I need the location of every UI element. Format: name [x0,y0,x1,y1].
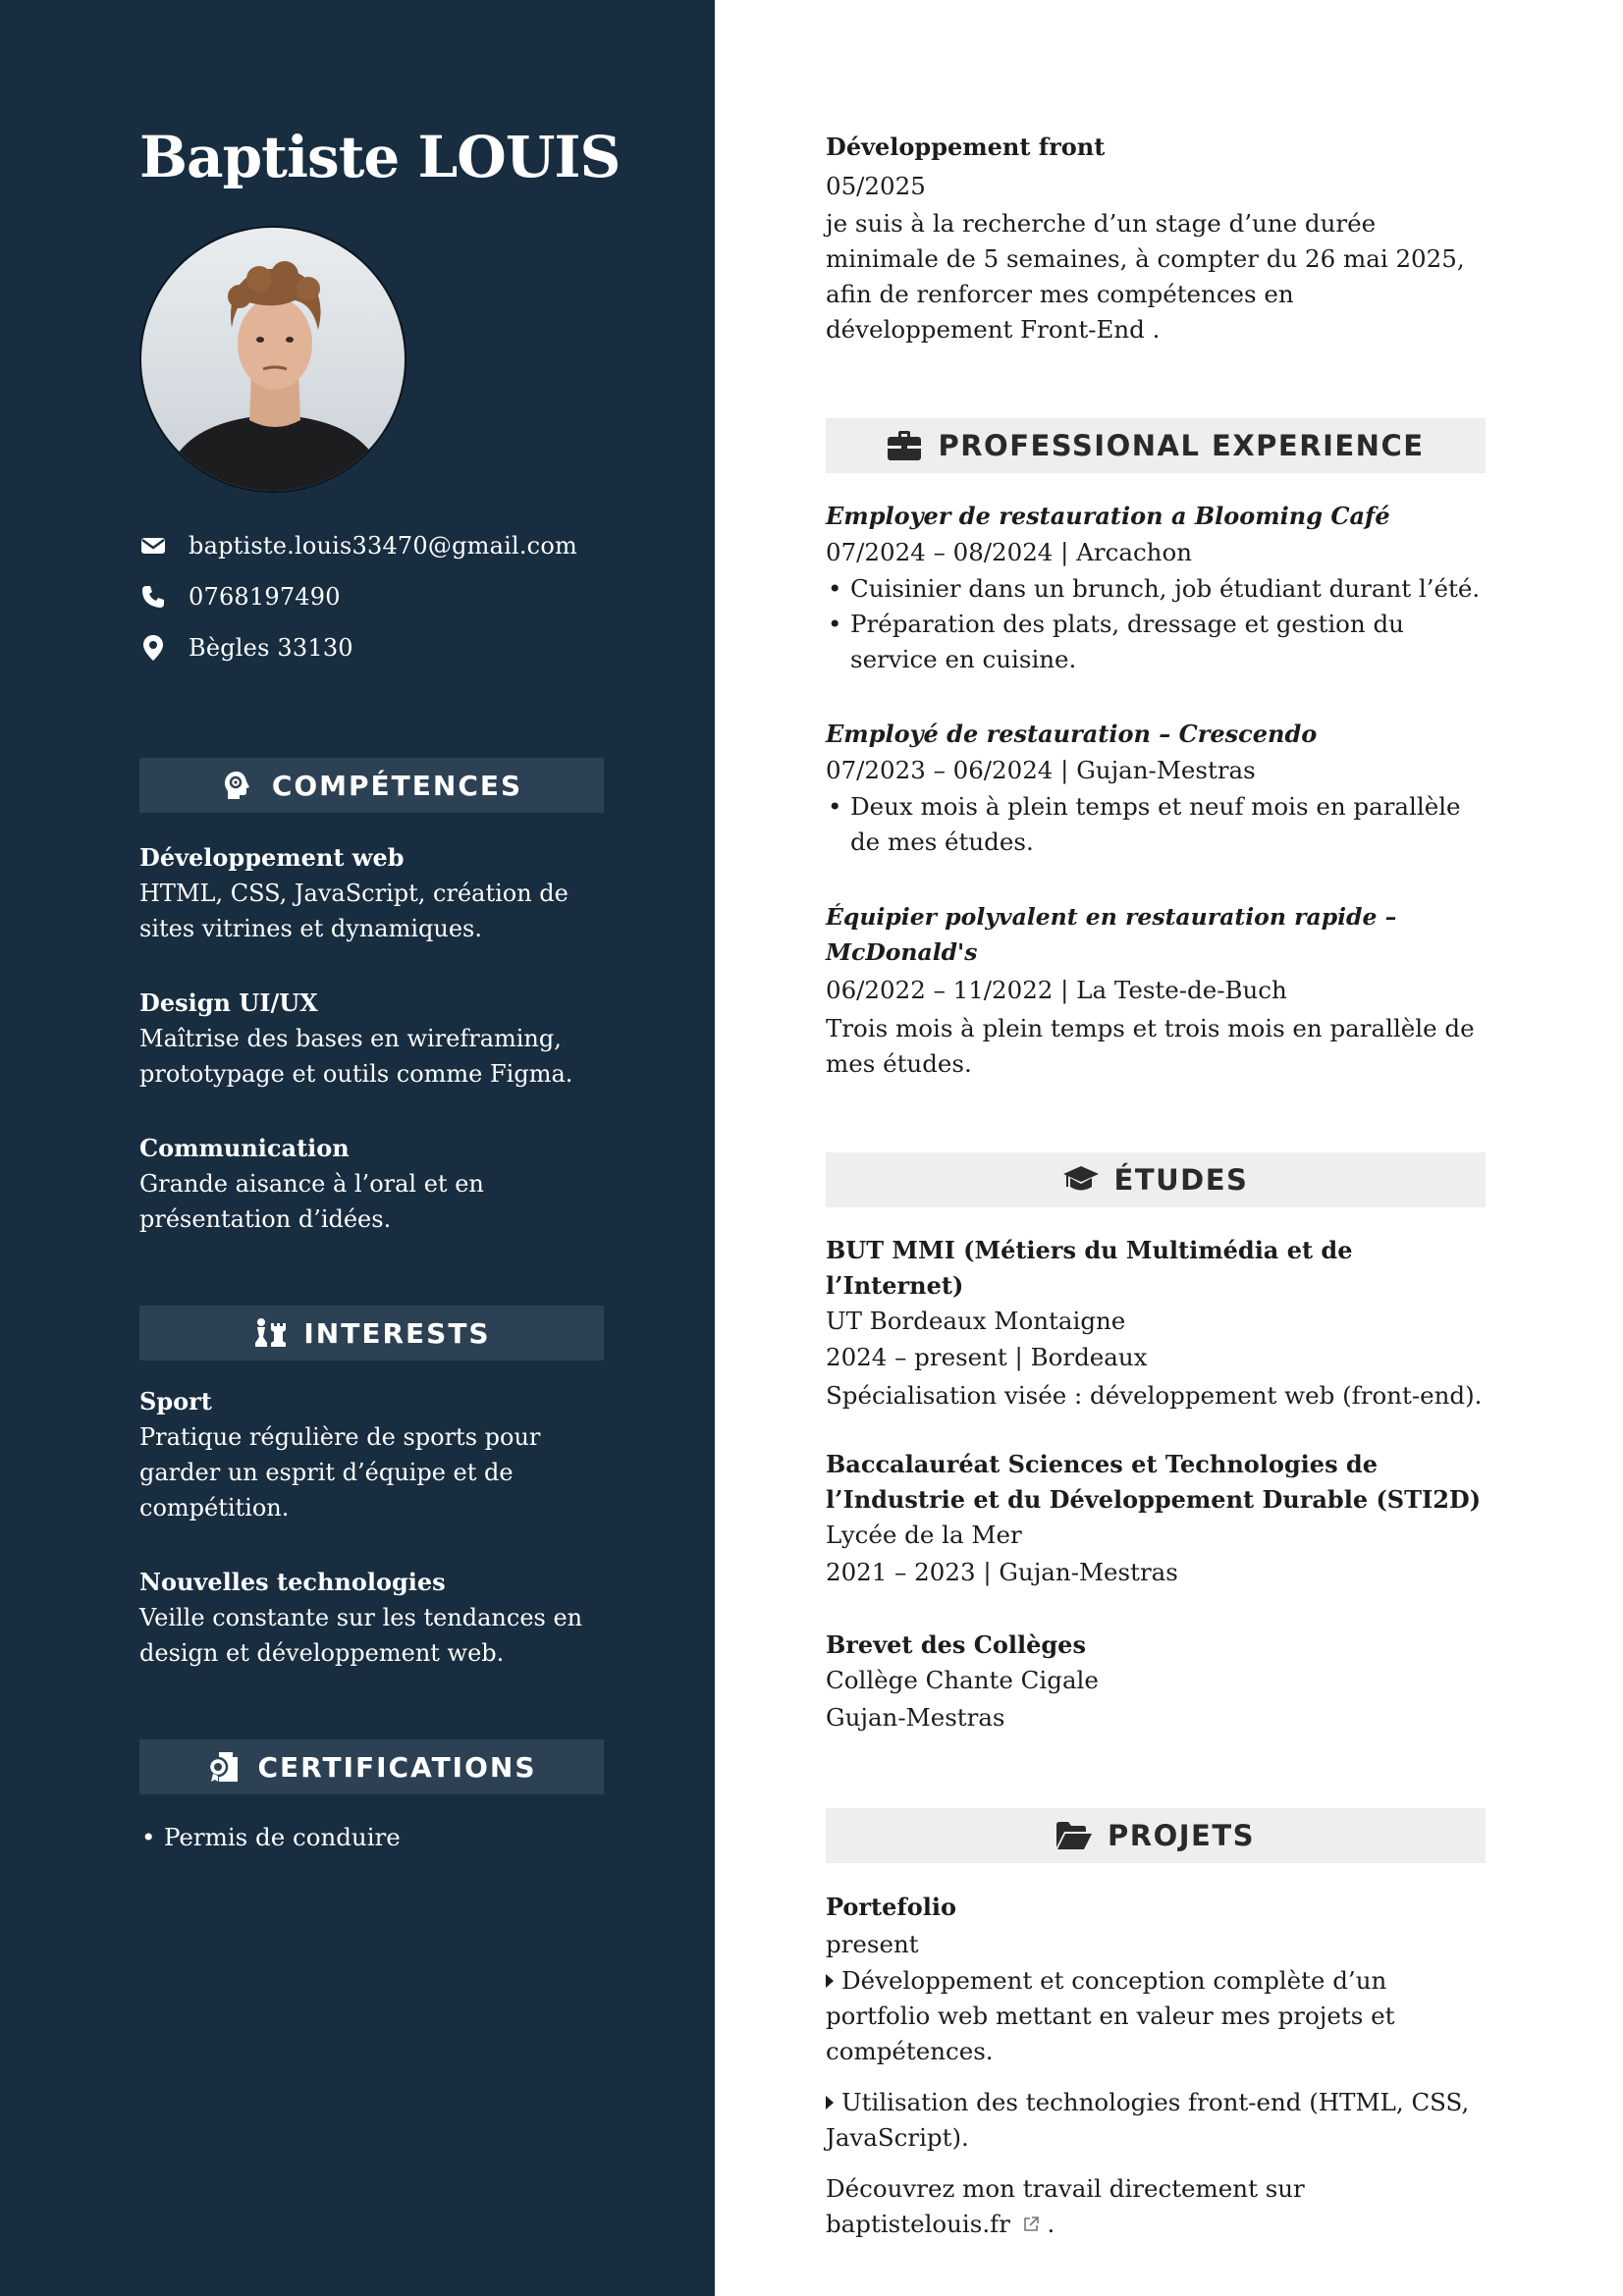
interest-title: Nouvelles technologies [139,1568,446,1596]
job-title: Équipier polyvalent en restauration rapide – McDonald's [826,903,1397,966]
caret-right-icon [826,1974,834,1988]
briefcase-icon [887,428,922,463]
objective-title: Développement front [826,133,1106,161]
interest-title: Sport [139,1387,212,1415]
job-entry [826,899,1486,1082]
interest-desc: Pratique régulière de sports pour garder un esprit d’équipe et de compétition. [139,1423,541,1522]
project-point [826,2085,1486,2156]
certifications-heading [139,1739,604,1794]
location-text: Bègles 33130 [189,634,353,662]
sidebar [0,0,715,2296]
experience-heading [826,418,1486,473]
contact-phone[interactable] [139,571,715,622]
school-name: Collège Chante Cigale [826,1666,1099,1694]
job-entry [826,499,1486,677]
main-content [826,128,1486,2242]
job-meta: 07/2023 – 06/2024 | Gujan-Mestras [826,756,1256,784]
projects-heading [826,1808,1486,1863]
education-heading-label: ÉTUDES [1113,1163,1249,1197]
experience-heading-label: PROFESSIONAL EXPERIENCE [938,429,1425,462]
objective-date: 05/2025 [826,172,926,200]
certification-item: • Permis de conduire [139,1820,715,1855]
projects-section [826,1808,1486,2242]
education-meta: Gujan-Mestras [826,1703,1005,1732]
job-bullets [826,571,1486,677]
project-title: Portefolio [826,1893,956,1921]
interest-item [139,1565,604,1671]
profile-photo [139,226,406,493]
skill-title: Communication [139,1134,350,1162]
job-title: Employer de restauration a Blooming Café [826,502,1390,530]
project-point [826,1963,1486,2069]
job-bullet: • Deux mois à plein temps et neuf mois en parallèle de mes études. [826,789,1486,860]
education-entry [826,1447,1486,1592]
objective-section [826,128,1486,347]
interest-item [139,1384,604,1525]
skill-desc: Maîtrise des bases en wireframing, prototypage et outils comme Figma. [139,1025,573,1088]
skill-desc: Grande aisance à l’oral et en présentation d’idées. [139,1170,484,1233]
objective-text: je suis à la recherche d’un stage d’une durée minimale de 5 semaines, à compter du 26 mai 2025, afin de renforcer mes compétences en développement Front-End . [826,209,1465,344]
graduation-cap-icon [1063,1162,1099,1198]
location-pin-icon [139,634,167,662]
project-cta [826,2171,1486,2242]
project-entry [826,1889,1486,2242]
degree-title: BUT MMI (Métiers du Multimédia et de l’Internet) [826,1236,1353,1300]
skills-heading [139,758,604,813]
interest-desc: Veille constante sur les tendances en design et développement web. [139,1604,583,1667]
skill-item [139,840,604,946]
school-name: Lycée de la Mer [826,1521,1022,1549]
job-bullet: • Préparation des plats, dressage et gestion du service en cuisine. [826,607,1486,677]
skill-title: Design UI/UX [139,988,318,1017]
education-note: Spécialisation visée : développement web (front-end). [826,1381,1483,1410]
skills-heading-label: COMPÉTENCES [271,769,523,802]
external-link-icon[interactable] [1022,2208,1040,2225]
project-cta-text: Découvrez mon travail directement sur [826,2174,1305,2203]
caret-right-icon [826,2096,834,2109]
project-status: present [826,1930,919,1958]
contact-list [139,520,715,673]
link-suffix: . [1047,2210,1055,2238]
skill-item [139,986,604,1092]
certifications-heading-label: CERTIFICATIONS [257,1750,537,1784]
education-meta: 2021 – 2023 | Gujan-Mestras [826,1558,1178,1586]
job-bullet: • Cuisinier dans un brunch, job étudiant durant l’été. [826,571,1486,607]
job-bullets [826,789,1486,860]
job-description: Trois mois à plein temps et trois mois en parallèle de mes études. [826,1014,1475,1078]
brain-head-icon [221,769,254,802]
folder-open-icon [1056,1818,1092,1853]
job-entry [826,717,1486,860]
education-heading [826,1152,1486,1207]
certificate-icon [206,1750,240,1784]
contact-location [139,622,715,673]
degree-title: Brevet des Collèges [826,1630,1086,1659]
experience-section [826,418,1486,1082]
candidate-name: Baptiste LOUIS [139,124,621,190]
degree-title: Baccalauréat Sciences et Technologies de l’Industrie et du Développement Durable (STI2D) [826,1450,1482,1514]
education-section [826,1152,1486,1737]
project-point-text: Utilisation des technologies front-end (HTML, CSS, JavaScript). [826,2088,1470,2152]
projects-heading-label: PROJETS [1107,1819,1255,1852]
interests-heading-label: INTERESTS [303,1316,491,1350]
education-meta: 2024 – present | Bordeaux [826,1343,1148,1371]
envelope-icon [139,532,167,560]
skill-desc: HTML, CSS, JavaScript, création de sites vitrines et dynamiques. [139,880,568,942]
phone-text: 0768197490 [189,583,341,611]
email-text: baptiste.louis33470@gmail.com [189,532,577,560]
job-meta: 07/2024 – 08/2024 | Arcachon [826,538,1192,566]
school-name: UT Bordeaux Montaigne [826,1307,1126,1335]
contact-email[interactable] [139,520,715,571]
skill-item [139,1131,604,1237]
project-point-text: Développement et conception complète d’un portfolio web mettant en valeur mes projets et compétences. [826,1966,1395,2065]
chess-pieces-icon [252,1316,286,1350]
portfolio-link[interactable]: baptistelouis.fr [826,2210,1010,2238]
certification-list [139,1820,715,1855]
education-entry [826,1233,1486,1415]
education-entry [826,1628,1486,1737]
job-meta: 06/2022 – 11/2022 | La Teste-de-Buch [826,976,1287,1004]
phone-icon [139,583,167,611]
job-title: Employé de restauration – Crescendo [826,720,1318,748]
interests-heading [139,1306,604,1361]
skill-title: Développement web [139,843,405,872]
